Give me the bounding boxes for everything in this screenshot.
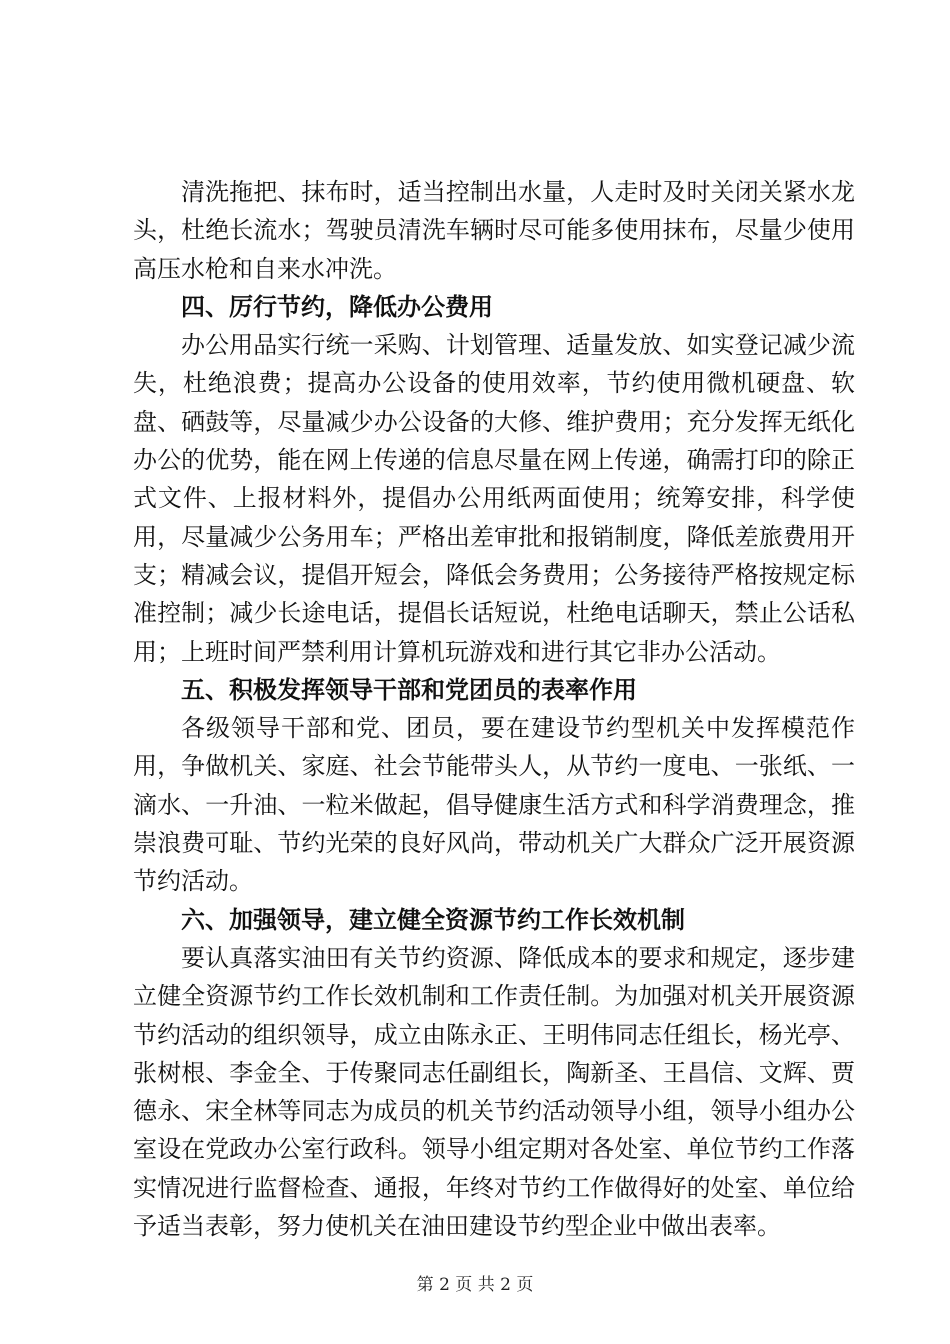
paragraph-leadership-example: 各级领导干部和党、团员，要在建设节约型机关中发挥模范作用，争做机关、家庭、社会节能带头人，从节约一度电、一张纸、一滴水、一升油、一粒米做起，倡导健康生活方式和科学消费理念，推崇浪费可耻、节约光荣的良好风尚，带动机关广大群众广泛开展资源节约活动。 (133, 714, 855, 896)
section-heading-5: 五、积极发挥领导干部和党团员的表率作用 (181, 675, 637, 704)
paragraph-office-costs: 办公用品实行统一采购、计划管理、适量发放、如实登记减少流失，杜绝浪费；提高办公设备的使用效率，节约使用微机硬盘、软盘、硒鼓等，尽量减少办公设备的大修、维护费用；充分发挥无纸化办公的优势，能在网上传递的信息尽量在网上传递，确需打印的除正式文件、上报材料外，提倡办公用纸两面使用；统筹安排，科学使用，尽量减少公务用车；严格出差审批和报销制度，降低差旅费用开支；精减会议，提倡开短会，降低会务费用；公务接待严格按规定标准控制；减少长途电话，提倡长话短说，杜绝电话聊天，禁止公话私用；上班时间严禁利用计算机玩游戏和进行其它非办公活动。 (133, 331, 855, 666)
section-heading-4: 四、厉行节约，降低办公费用 (181, 292, 493, 321)
document-body (133, 173, 855, 1245)
section-heading-6: 六、加强领导，建立健全资源节约工作长效机制 (181, 905, 685, 934)
page-number-footer: 第 2 页 共 2 页 (416, 1275, 534, 1295)
paragraph-long-term-mechanism: 要认真落实油田有关节约资源、降低成本的要求和规定，逐步建立健全资源节约工作长效机制和工作责任制。为加强对机关开展资源节约活动的组织领导，成立由陈永正、王明伟同志任组长，杨光亭、张树根、李金全、于传聚同志任副组长，陶新圣、王昌信、文辉、贾德永、宋全林等同志为成员的机关节约活动领导小组，领导小组办公室设在党政办公室行政科。领导小组定期对各处室、单位节约工作落实情况进行监督检查、通报，年终对节约工作做得好的处室、单位给予适当表彰，努力使机关在油田建设节约型企业中做出表率。 (133, 943, 855, 1241)
paragraph-water-saving: 清洗拖把、抹布时，适当控制出水量，人走时及时关闭关紧水龙头，杜绝长流水；驾驶员清洗车辆时尽可能多使用抹布，尽量少使用高压水枪和自来水冲洗。 (133, 178, 855, 283)
